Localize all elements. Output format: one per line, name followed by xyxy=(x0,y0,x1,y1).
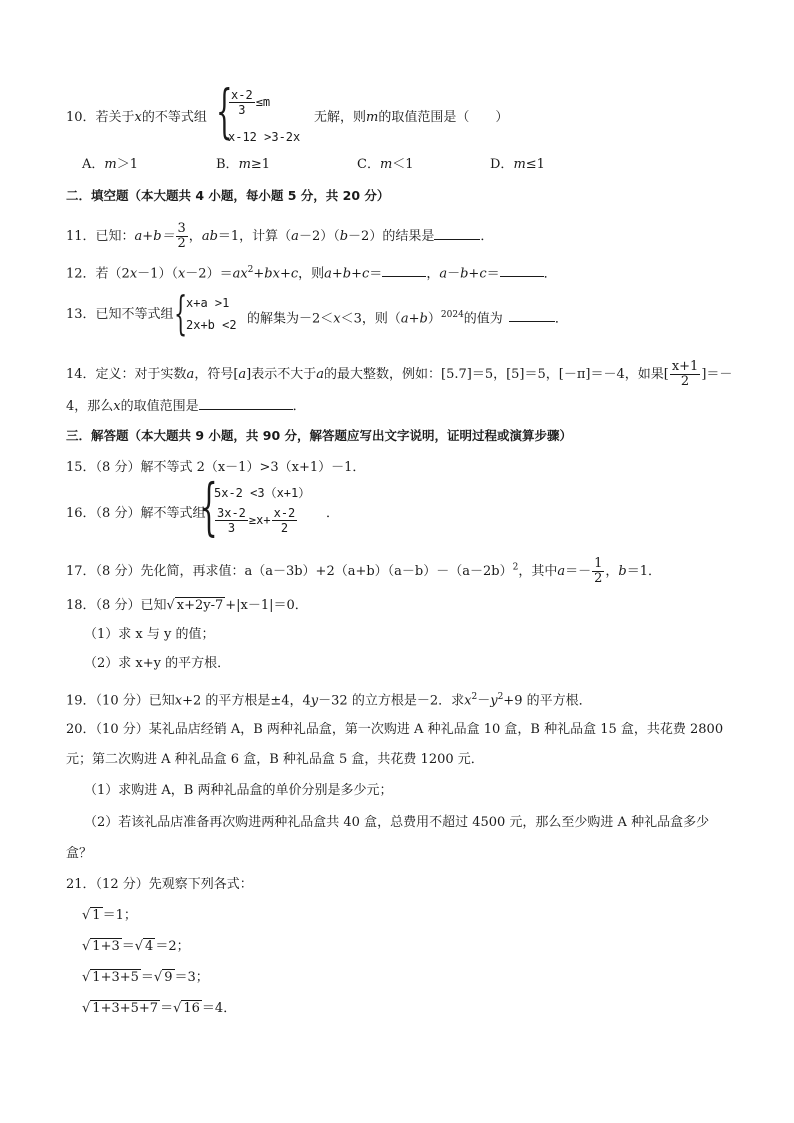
section-fill-in-heading: 二．填空题（本大题共 4 小题，每小题 5 分，共 20 分） xyxy=(66,188,390,203)
q20-sub2-line1: （2）若该礼品店准备再次购进两种礼品盒共 40 盒，总费用不超过 4500 元，那么至少购进 A 种礼品盒多少 xyxy=(84,815,710,830)
q16-tail: ． xyxy=(326,506,340,521)
q14-line2: 4，那么x的取值范围是 ． xyxy=(66,399,306,414)
q10-option-c[interactable]: C．m＜1 xyxy=(357,157,414,172)
q11-answer-blank[interactable] xyxy=(434,227,480,240)
q20-sub2-line2: 盒？ xyxy=(66,846,93,861)
q17-frac: $\frac{1}{2}$ xyxy=(594,556,603,586)
q10-line xyxy=(66,110,207,126)
q18-line: 18．（8 分）已知√ x+2y-7 +|x－1|＝0． xyxy=(66,598,308,613)
q10-option-d[interactable]: D．m≤1 xyxy=(490,157,545,172)
q15-line: 15．（8 分）解不等式 2（x－1）>3（x+1）－1． xyxy=(66,460,366,475)
q12-answer-blank-1[interactable] xyxy=(382,264,426,277)
q16-lead: 16．（8 分）解不等式组 xyxy=(66,506,206,521)
q21-row-3: √ 1+3+5 ＝√ 9 ＝3； xyxy=(82,970,209,985)
q20-line2: 元；第二次购进 A 种礼品盒 6 盒，B 种礼品盒 5 盒，共花费 1200 元． xyxy=(66,752,484,767)
q18-sub2: （2）求 x+y 的平方根． xyxy=(84,656,231,671)
q10-option-b[interactable]: B．m≥1 xyxy=(216,157,271,172)
section-solution-heading: 三．解答题（本大题共 9 小题，共 90 分，解答题应写出文字说明，证明过程或演算步骤） xyxy=(66,428,573,443)
q17-line: 17．（8 分）先化简，再求值：$a(a-3b)+2(a+b)(a-b)-(a-2b)^2$，其中a＝－ $\frac{1}{2}$ ，b＝1． xyxy=(66,556,662,586)
q12-line: 12．若$(2x-1)(x-2)=ax^2+bx+c$，则a+b+c＝ ，a－b+c＝ ． xyxy=(66,265,557,282)
q19-line: 19．（10 分）已知x+2 的平方根是±4，4y－32 的立方根是－2．求$x^2-y^2+9$ 的平方根． xyxy=(66,692,592,709)
q10-rel: ≤m xyxy=(255,95,271,109)
q21-row-1: √ 1 ＝1； xyxy=(82,908,137,923)
q20-sub1: （1）求购进 A，B 两种礼品盒的单价分别是多少元； xyxy=(84,783,393,798)
q13-answer-blank[interactable] xyxy=(509,309,555,322)
q10-frac: $\frac{x-2}{3}$ xyxy=(231,88,253,117)
q14-answer-blank[interactable] xyxy=(199,397,293,410)
q14-line1: 14．定义：对于实数a，符号[a]表示不大于a的最大整数，例如：[5.7]＝5，[5]＝5，[－π]＝－4，如果[ $\frac{x+1}{2}$ ]＝－ xyxy=(66,359,733,389)
q10-brace: { xyxy=(216,77,233,145)
q18-sqrt: √ x+2y-7 xyxy=(166,598,224,613)
q10-x: x xyxy=(134,110,142,125)
q21-row-2: √ 1+3 ＝√ 4 ＝2； xyxy=(82,939,190,954)
q11-frac: $\frac{3}{2}$ xyxy=(177,221,186,251)
q16-brace: { xyxy=(200,470,218,543)
q14-frac: $\frac{x+1}{2}$ xyxy=(671,359,699,389)
q12-answer-blank-2[interactable] xyxy=(500,264,544,277)
q13-lead: 13．已知不等式组 xyxy=(66,307,174,322)
q18-sub1: （1）求 x 与 y 的值； xyxy=(84,627,215,642)
q13-brace: { xyxy=(174,286,188,340)
q10-row2: x-12 >3-2x xyxy=(228,130,301,144)
q13-tail: 的解集为－2＜x＜3，则$(a+b)^{2024}$的值为 ． xyxy=(247,310,568,327)
q21-lead: 21．（12 分）先观察下列各式： xyxy=(66,877,253,892)
q10-tail: 无解，则m的取值范围是（ ） xyxy=(314,110,509,125)
q10-option-a[interactable]: A．m＞1 xyxy=(82,157,138,172)
q21-row-4: √ 1+3+5+7 ＝√ 16 ＝4． xyxy=(82,1001,237,1016)
q10-text1: 的不等式组 xyxy=(141,110,207,125)
q11-line: 11．已知：a+b＝ $\frac{3}{2}$ ，ab＝1，计算（a－2）（b－2）的结果是 ． xyxy=(66,221,494,251)
q10-num: 10．若关于 xyxy=(66,110,135,125)
q20-line1: 20．（10 分）某礼品店经销 A，B 两种礼品盒，第一次购进 A 种礼品盒 10 盒，B 种礼品盒 15 盒，共花费 2800 xyxy=(66,722,724,737)
